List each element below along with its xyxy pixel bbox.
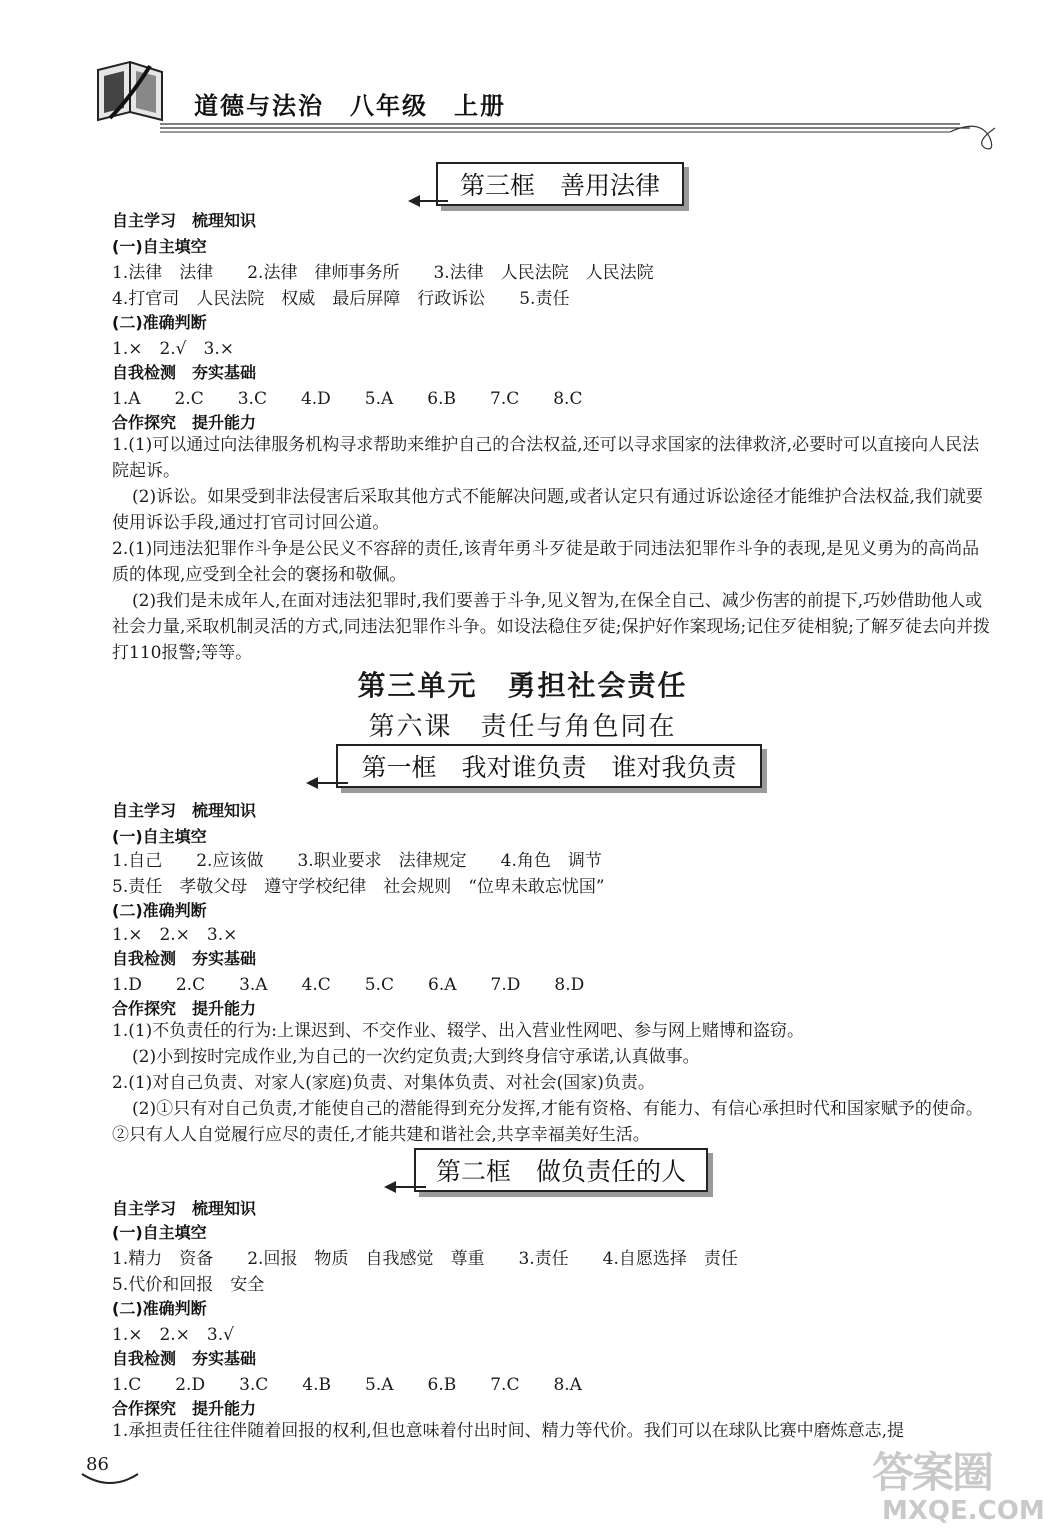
frame-title-box: 第二框 做负责任的人 xyxy=(414,1148,708,1192)
header-decorative-rule xyxy=(160,118,1010,158)
frame-title-box: 第一框 我对谁负责 谁对我负责 xyxy=(336,744,762,788)
book-logo-icon xyxy=(90,58,170,128)
answer-line: 1.D 2.C 3.A 4.C 5.C 6.A 7.D 8.D xyxy=(112,975,585,995)
sub-heading: (一)自主填空 xyxy=(112,237,207,256)
answer-paragraph: 1.承担责任往往伴随着回报的权利,但也意味着付出时间、精力等代价。我们可以在球队比赛中磨炼意志,提 xyxy=(112,1421,905,1441)
section-heading: 合作探究 提升能力 xyxy=(112,1399,257,1418)
answer-paragraph: 2.(1)对自己负责、对家人(家庭)负责、对集体负责、对社会(国家)负责。 xyxy=(112,1073,655,1093)
answer-line: 1.自己 2.应该做 3.职业要求 法律规定 4.角色 调节 xyxy=(112,851,602,871)
sub-heading: (二)准确判断 xyxy=(112,313,207,332)
answer-paragraph: 1.(1)不负责任的行为:上课迟到、不交作业、辍学、出入营业性网吧、参与网上赌博和盗窃。 xyxy=(112,1021,805,1041)
sub-heading: (一)自主填空 xyxy=(112,1223,207,1242)
left-arrow-icon xyxy=(408,193,448,209)
watermark-logo-text: 答案圈 xyxy=(872,1448,993,1497)
answer-paragraph: 2.(1)同违法犯罪作斗争是公民义不容辞的责任,该青年勇斗歹徒是敢于同违法犯罪作斗争的表现,是见义勇为的高尚品质的体现,应受到全社会的褒扬和敬佩。 xyxy=(112,539,980,585)
left-arrow-icon xyxy=(306,775,348,791)
answer-line: 1.精力 资备 2.回报 物质 自我感觉 尊重 3.责任 4.自愿选择 责任 xyxy=(112,1249,738,1269)
answer-line: 1.法律 法律 2.法律 律师事务所 3.法律 人民法院 人民法院 xyxy=(112,263,654,283)
section-heading: 自主学习 梳理知识 xyxy=(112,801,257,820)
answer-line: 5.代价和回报 安全 xyxy=(112,1275,265,1295)
frame-title-box: 第三框 善用法律 xyxy=(436,162,684,206)
page-number-curve-icon xyxy=(80,1470,140,1490)
watermark-domain: MXQE.COM xyxy=(882,1496,1045,1526)
answer-paragraph: (2)我们是未成年人,在面对违法犯罪时,我们要善于斗争,见义智为,在保全自己、减少伤害的前提下,巧妙借助他人或社会力量,采取机制灵活的方式,同违法犯罪作斗争。如设法稳住歹徒;保护好作案现场;记住歹徒相貌;了解歹徒去向并拨打110报警;等等。 xyxy=(112,591,990,663)
sub-heading: (二)准确判断 xyxy=(112,901,207,920)
header-title: 道德与法治 八年级 上册 xyxy=(194,92,506,120)
answer-line: 1.C 2.D 3.C 4.B 5.A 6.B 7.C 8.A xyxy=(112,1375,582,1395)
unit-title: 第三单元 勇担社会责任 xyxy=(357,669,688,702)
answer-line: 1.A 2.C 3.C 4.D 5.A 6.B 7.C 8.C xyxy=(112,389,583,409)
section-heading: 自我检测 夯实基础 xyxy=(112,1349,257,1368)
lesson-title: 第六课 责任与角色同在 xyxy=(368,712,677,742)
answer-line: 1.× 2.√ 3.× xyxy=(112,339,234,359)
sub-heading: (二)准确判断 xyxy=(112,1299,207,1318)
section-heading: 自主学习 梳理知识 xyxy=(112,211,257,230)
sub-heading: (一)自主填空 xyxy=(112,827,207,846)
answer-paragraph: (2)诉讼。如果受到非法侵害后采取其他方式不能解决问题,或者认定只有通过诉讼途径才能维护合法权益,我们就要使用诉讼手段,通过打官司讨回公道。 xyxy=(112,487,983,533)
answer-line: 5.责任 孝敬父母 遵守学校纪律 社会规则 “位卑未敢忘忧国” xyxy=(112,877,605,897)
section-heading: 合作探究 提升能力 xyxy=(112,999,257,1018)
answer-line: 1.× 2.× 3.√ xyxy=(112,1325,234,1345)
section-heading: 自我检测 夯实基础 xyxy=(112,363,257,382)
watermark xyxy=(868,1440,1045,1530)
section-heading: 合作探究 提升能力 xyxy=(112,413,257,432)
answer-paragraph: (2)小到按时完成作业,为自己的一次约定负责;大到终身信守承诺,认真做事。 xyxy=(132,1047,700,1067)
page-number: 86 xyxy=(86,1454,109,1475)
section-heading: 自主学习 梳理知识 xyxy=(112,1199,257,1218)
answer-line: 1.× 2.× 3.× xyxy=(112,925,238,945)
section-heading: 自我检测 夯实基础 xyxy=(112,949,257,968)
answer-paragraph: 1.(1)可以通过向法律服务机构寻求帮助来维护自己的合法权益,还可以寻求国家的法律救济,必要时可以直接向人民法院起诉。 xyxy=(112,435,980,481)
answer-line: 4.打官司 人民法院 权威 最后屏障 行政诉讼 5.责任 xyxy=(112,289,570,309)
left-arrow-icon xyxy=(384,1179,426,1195)
answer-paragraph: (2)①只有对自己负责,才能使自己的潜能得到充分发挥,才能有资格、有能力、有信心承担时代和国家赋予的使命。②只有人人自觉履行应尽的责任,才能共建和谐社会,共享幸福美好生活。 xyxy=(112,1099,983,1145)
